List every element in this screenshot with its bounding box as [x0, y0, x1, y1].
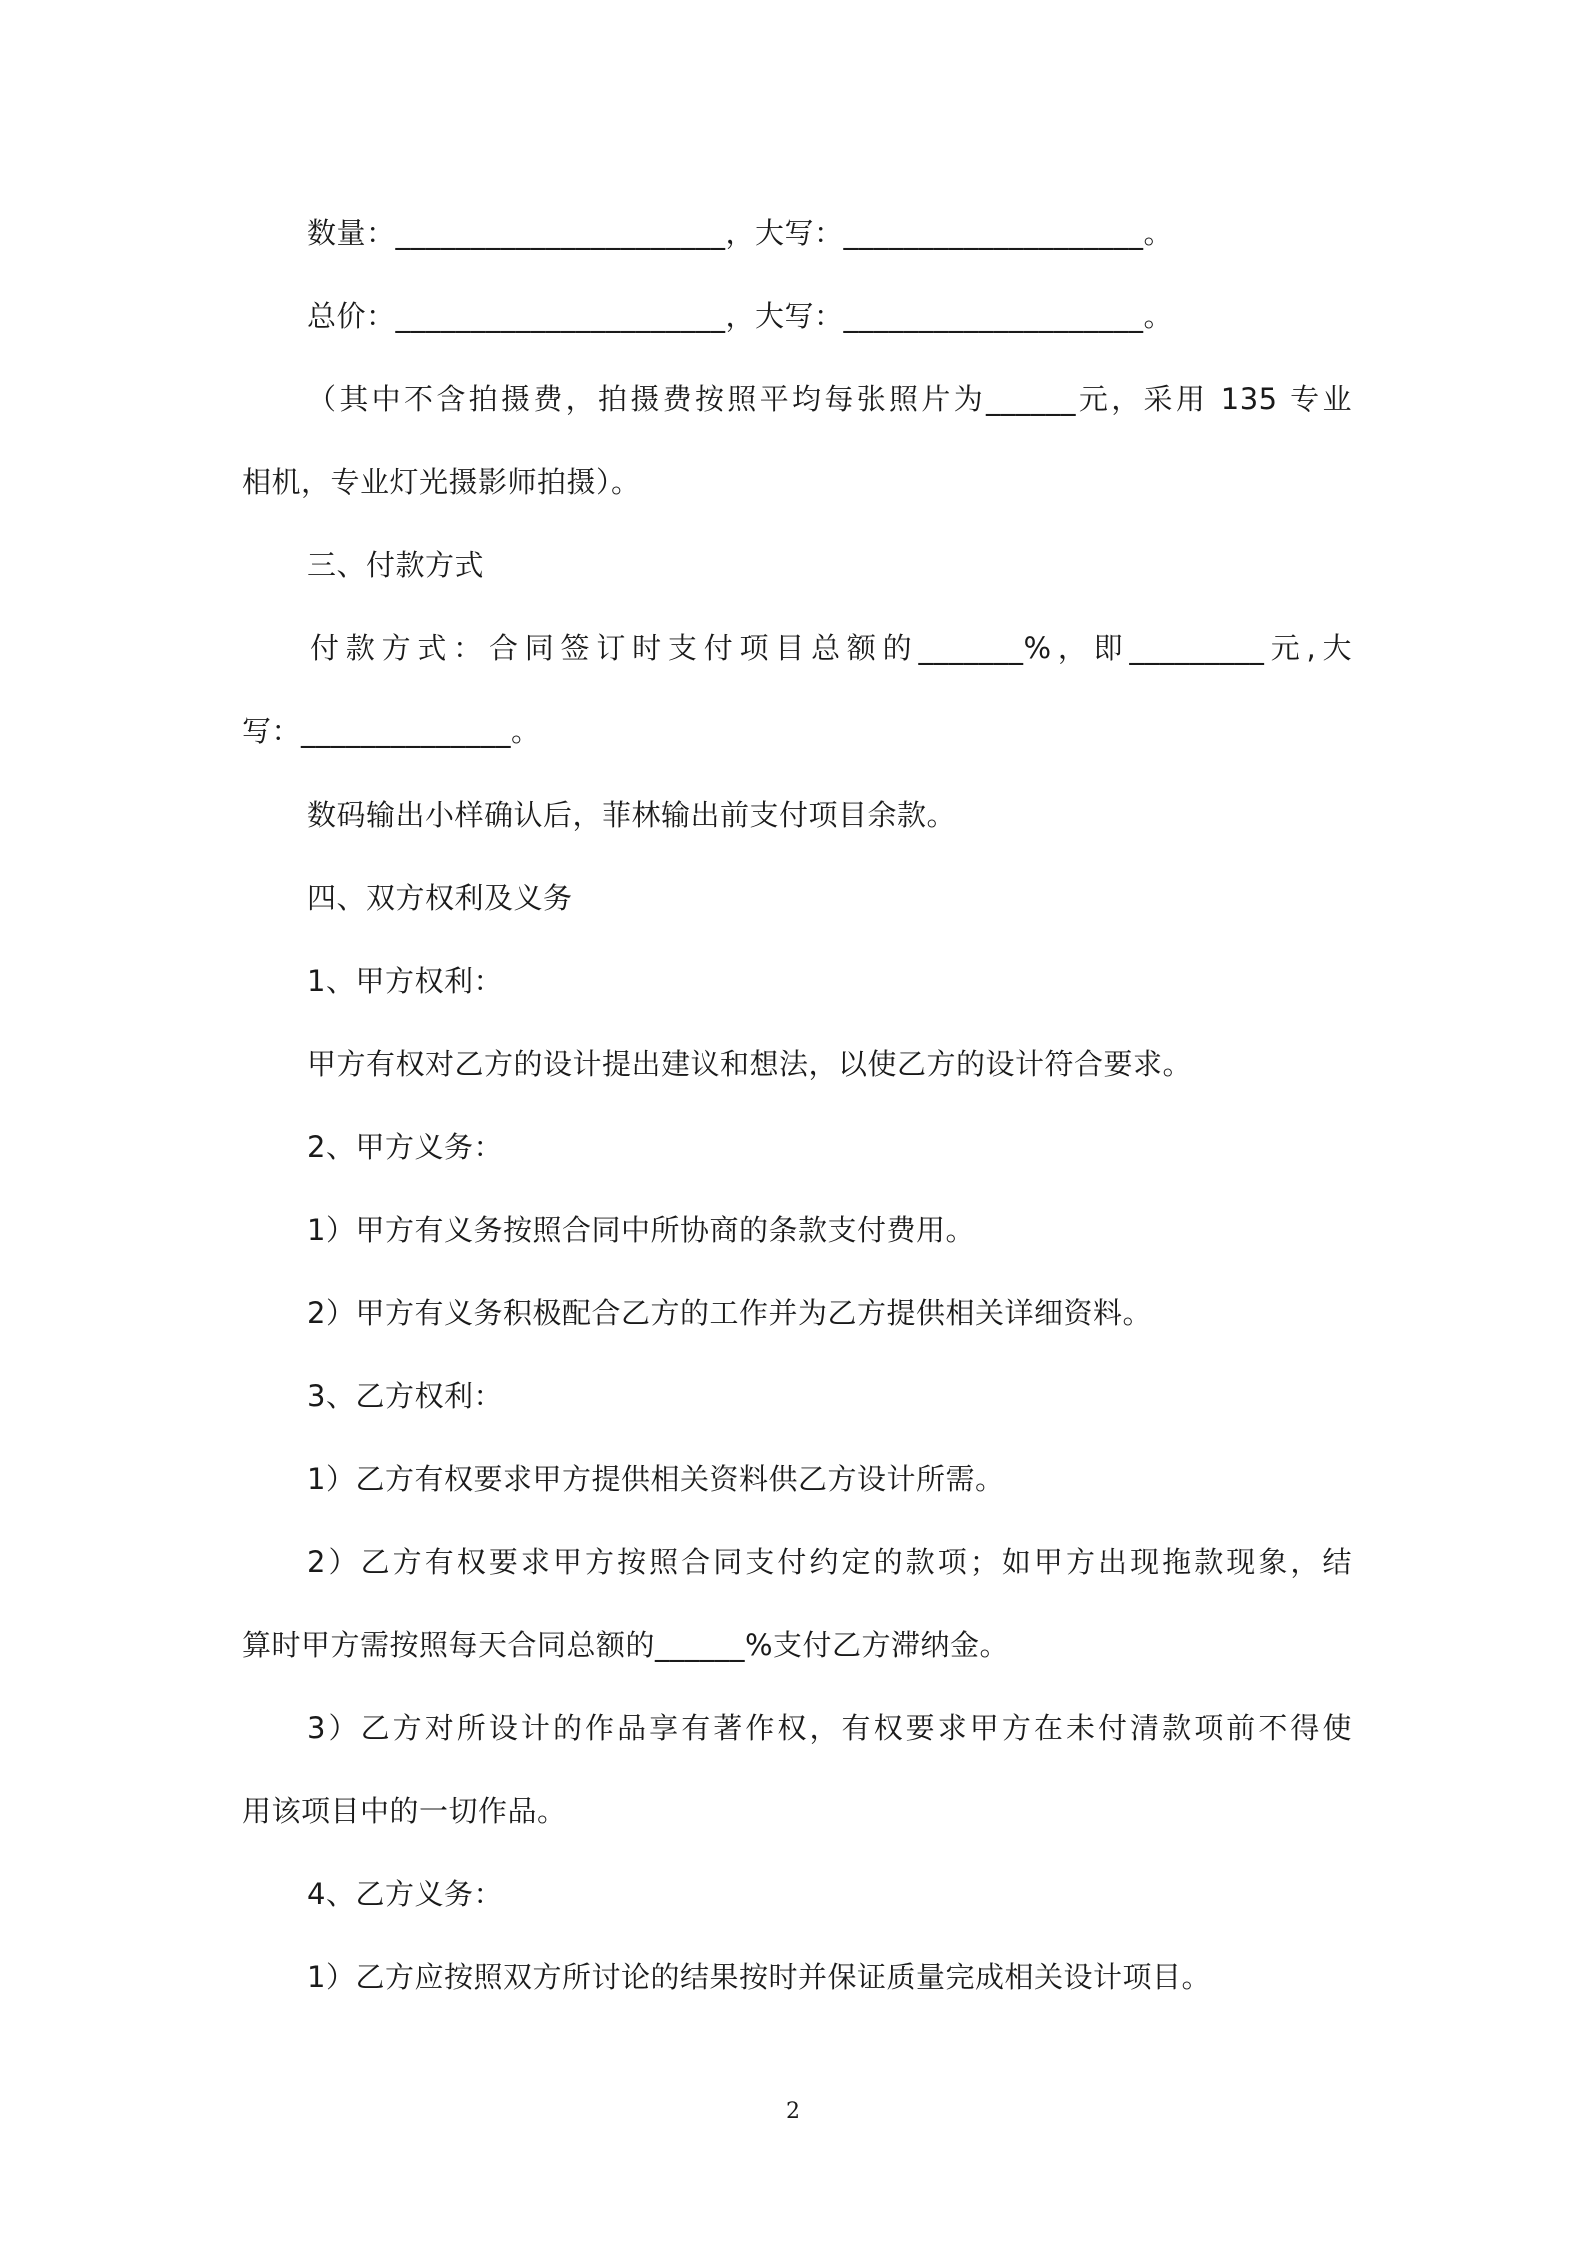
section-three-heading: 三、付款方式	[307, 548, 485, 582]
party-b-right-3-continued: 用该项目中的一切作品。	[242, 1794, 567, 1828]
party-b-obligations-heading: 4、乙方义务：	[307, 1877, 503, 1911]
photo-fee-line-continued: 相机，专业灯光摄影师拍摄）。	[242, 465, 641, 499]
party-a-obligation-1: 1）甲方有义务按照合同中所协商的条款支付费用。	[307, 1213, 975, 1247]
page-number: 2	[786, 2099, 800, 2124]
party-b-right-2: 2）乙方有权要求甲方按照合同支付约定的款项；如甲方出现拖款现象，结	[307, 1545, 1352, 1579]
quantity-line: 数量：______________________，大写：____________________。	[307, 216, 1174, 250]
party-a-obligation-2: 2）甲方有义务积极配合乙方的工作并为乙方提供相关详细资料。	[307, 1296, 1152, 1330]
payment-method-line-continued: 写：______________。	[242, 714, 541, 748]
party-a-rights-heading: 1、甲方权利：	[307, 964, 503, 998]
party-a-obligations-heading: 2、甲方义务：	[307, 1130, 503, 1164]
party-a-rights-text: 甲方有权对乙方的设计提出建议和想法，以使乙方的设计符合要求。	[307, 1047, 1193, 1081]
party-b-rights-heading: 3、乙方权利：	[307, 1379, 503, 1413]
section-four-heading: 四、双方权利及义务	[307, 881, 573, 915]
total-price-line: 总价：______________________，大写：____________________。	[307, 299, 1174, 333]
party-b-right-1: 1）乙方有权要求甲方提供相关资料供乙方设计所需。	[307, 1462, 1005, 1496]
payment-method-line: 付款方式：合同签订时支付项目总额的_______%，即_________元,大	[310, 631, 1352, 665]
party-b-right-2-continued: 算时甲方需按照每天合同总额的______%支付乙方滞纳金。	[242, 1628, 1010, 1662]
photo-fee-line: （其中不含拍摄费，拍摄费按照平均每张照片为______元，采用 135 专业	[307, 382, 1352, 416]
party-b-right-3: 3）乙方对所设计的作品享有著作权，有权要求甲方在未付清款项前不得使	[307, 1711, 1352, 1745]
party-b-obligation-1: 1）乙方应按照双方所讨论的结果按时并保证质量完成相关设计项目。	[307, 1960, 1211, 1994]
balance-payment-line: 数码输出小样确认后，菲林输出前支付项目余款。	[307, 798, 957, 832]
